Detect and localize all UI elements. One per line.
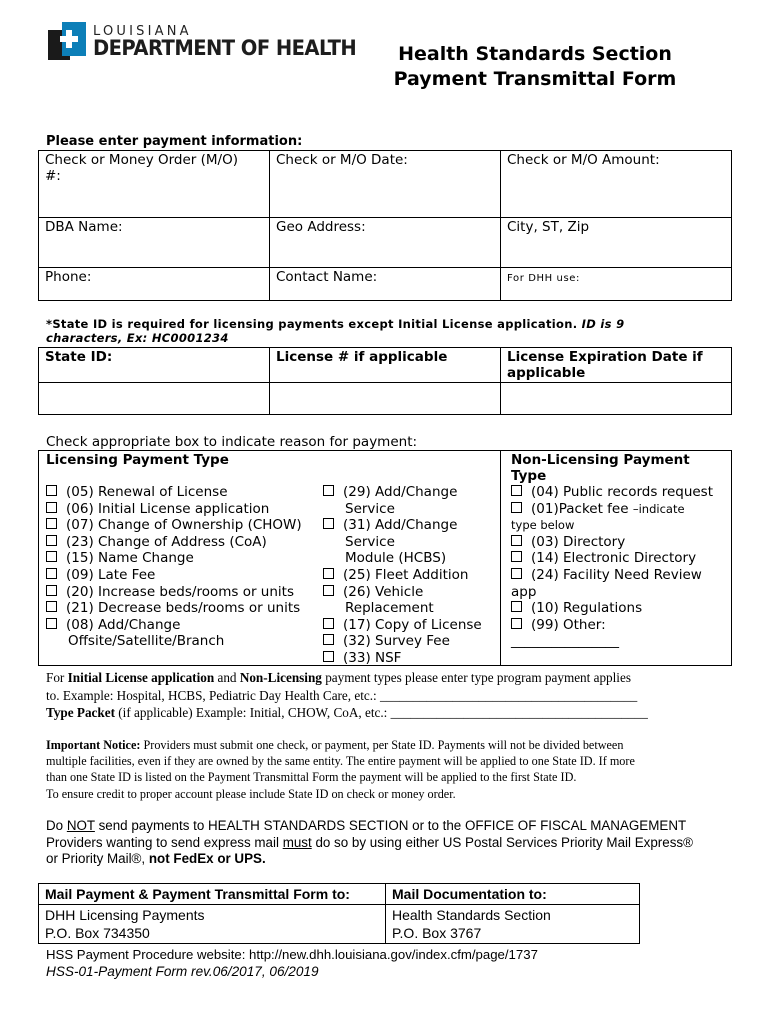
donot-line-2 <box>46 835 736 852</box>
checkbox-icon[interactable] <box>46 551 57 562</box>
contact-label: Contact Name: <box>276 269 378 285</box>
check-amount-cell[interactable] <box>501 151 732 218</box>
checkbox-icon[interactable] <box>323 651 334 662</box>
contact-cell[interactable] <box>270 268 501 301</box>
licensing-col-2 <box>323 484 482 667</box>
dba-cell[interactable] <box>39 218 270 268</box>
license-expiration-input[interactable] <box>501 383 732 415</box>
state-id-header: State ID: <box>39 348 270 383</box>
option-24[interactable] <box>511 567 713 584</box>
option-17[interactable] <box>323 617 482 634</box>
payment-info-heading: Please enter payment information: <box>46 134 303 149</box>
checkbox-icon[interactable] <box>511 601 522 612</box>
text: do so by using either US Postal Services Priority Mail Express® <box>311 834 693 850</box>
option-31-cont: Service <box>345 533 395 550</box>
license-expiration-header <box>501 348 732 383</box>
license-expiration-line-2: applicable <box>507 365 586 381</box>
mail-payment-line-1: DHH Licensing Payments <box>45 907 205 923</box>
page-title <box>375 42 695 92</box>
checkbox-icon[interactable] <box>46 485 57 496</box>
option-14[interactable] <box>511 550 713 567</box>
option-label: (17) Copy of License <box>343 616 482 633</box>
option-label: (24) Facility Need Review <box>531 566 702 583</box>
text: NOT <box>66 818 95 833</box>
payment-info-table <box>38 150 732 301</box>
checkbox-icon[interactable] <box>511 535 522 546</box>
option-08-cont: Offsite/Satellite/Branch <box>68 633 225 650</box>
text: Important Notice: <box>46 738 141 752</box>
text: payment types please enter type program payment applies <box>321 670 631 685</box>
city-label: City, ST, Zip <box>507 219 590 235</box>
checkbox-icon[interactable] <box>511 568 522 579</box>
option-label: (99) Other: <box>531 616 606 633</box>
title-line-1: Health Standards Section <box>398 43 672 65</box>
option-26[interactable] <box>323 584 482 601</box>
do-not-paragraph <box>46 818 736 868</box>
check-number-label: Check or Money Order (M/O) <box>45 152 238 168</box>
text: (if applicable) Example: Initial, CHOW, CoA, etc.: _______________________________________ <box>114 705 648 720</box>
option-32[interactable] <box>323 633 482 650</box>
ldh-logo-icon <box>46 20 90 66</box>
checkbox-icon[interactable] <box>511 485 522 496</box>
option-23[interactable] <box>46 534 302 551</box>
option-label: (07) Change of Ownership (CHOW) <box>66 517 302 534</box>
state-id-input[interactable] <box>39 383 270 415</box>
option-label: (23) Change of Address (CoA) <box>66 533 267 550</box>
option-26-cont: Replacement <box>345 600 434 617</box>
option-01-cont: type below <box>511 518 575 533</box>
option-31-cont-2: Module (HCBS) <box>345 550 447 567</box>
nonlicensing-header <box>511 452 690 484</box>
initial-line-1 <box>46 669 736 687</box>
licensing-header: Licensing Payment Type <box>46 452 229 468</box>
text: not FedEx or UPS. <box>148 851 266 866</box>
option-06[interactable] <box>46 501 302 518</box>
option-05[interactable] <box>46 484 302 501</box>
text: Non-Licensing <box>239 670 322 685</box>
option-09[interactable] <box>46 567 302 584</box>
geo-cell[interactable] <box>270 218 501 268</box>
other-blank[interactable]: ________________ <box>511 633 619 650</box>
option-label: (32) Survey Fee <box>343 633 450 650</box>
phone-label: Phone: <box>45 269 92 285</box>
reason-divider <box>500 450 501 666</box>
reason-instruction: Check appropriate box to indicate reason for payment: <box>46 434 418 450</box>
title-line-2: Payment Transmittal Form <box>393 68 677 90</box>
initial-line-2[interactable]: to. Example: Hospital, HCBS, Pediatric Day Health Care, etc.: _______________________________________ <box>46 687 638 703</box>
mail-documentation-address <box>386 905 640 944</box>
initial-line-3[interactable] <box>46 704 736 722</box>
procedure-website[interactable]: HSS Payment Procedure website: http://new.dhh.louisiana.gov/index.cfm/page/1737 <box>46 947 538 962</box>
nonlicensing-header-line-2: Type <box>511 468 547 484</box>
donot-line-1 <box>46 818 736 835</box>
mail-documentation-line-1: Health Standards Section <box>392 907 551 923</box>
checkbox-icon[interactable] <box>511 618 522 629</box>
option-label: (05) Renewal of License <box>66 484 228 500</box>
option-label: (31) Add/Change <box>343 517 458 534</box>
checkbox-icon[interactable] <box>46 535 57 546</box>
mail-table <box>38 883 640 944</box>
notice-line-1 <box>46 737 736 753</box>
nonlicensing-header-line-1: Non-Licensing Payment <box>511 452 690 468</box>
option-31[interactable] <box>323 517 482 534</box>
notice-line-3: than one State ID is listed on the Payment Transmittal Form the payment will be applied to the first State ID. <box>46 770 577 785</box>
state-id-note <box>46 317 686 345</box>
logo-dept-text: DEPARTMENT OF HEALTH <box>93 36 357 60</box>
text: Providers must submit one check, or payment, per State ID. Payments will not be divided between <box>140 738 624 752</box>
option-label: (25) Fleet Addition <box>343 566 469 583</box>
option-25[interactable] <box>323 567 482 584</box>
checkbox-icon[interactable] <box>511 551 522 562</box>
mail-payment-address <box>39 905 386 944</box>
option-21[interactable] <box>46 600 302 617</box>
mail-payment-header: Mail Payment & Payment Transmittal Form to: <box>39 884 386 905</box>
dba-label: DBA Name: <box>45 219 123 235</box>
option-label: (14) Electronic Directory <box>531 550 697 567</box>
donot-line-3 <box>46 851 736 868</box>
option-label: (29) Add/Change <box>343 484 458 500</box>
checkbox-icon[interactable] <box>46 585 57 596</box>
licensing-col-1 <box>46 484 302 650</box>
option-29[interactable] <box>323 484 482 501</box>
option-label: (09) Late Fee <box>66 566 156 583</box>
option-10[interactable] <box>511 600 713 617</box>
checkbox-icon[interactable] <box>46 568 57 579</box>
option-08[interactable] <box>46 617 302 634</box>
state-id-note-example: ID is 9 characters, Ex: HC0001234 <box>46 317 625 345</box>
initial-license-paragraph <box>46 669 736 722</box>
text: must <box>282 834 312 850</box>
option-label: (10) Regulations <box>531 600 643 617</box>
text: For <box>46 670 68 685</box>
nonlicensing-col <box>511 484 713 650</box>
license-number-header: License # if applicable <box>270 348 501 383</box>
state-id-table <box>38 347 732 415</box>
option-29-cont: Service <box>345 500 395 517</box>
checkbox-icon[interactable] <box>46 601 57 612</box>
check-amount-label: Check or M/O Amount: <box>507 152 660 168</box>
option-label: (03) Directory <box>531 533 626 550</box>
option-label: (15) Name Change <box>66 550 194 567</box>
option-24-cont: app <box>511 583 537 600</box>
option-label: (20) Increase beds/rooms or units <box>66 583 294 600</box>
checkbox-icon[interactable] <box>323 585 334 596</box>
notice-line-2: multiple facilities, even if they are owned by the same entity. The entire payment will be applied to one State ID. If more <box>46 754 635 769</box>
text: Initial License application <box>67 670 215 685</box>
checkbox-icon[interactable] <box>323 634 334 645</box>
option-33[interactable] <box>323 650 482 667</box>
option-01[interactable] <box>511 501 713 518</box>
option-label: (04) Public records request <box>531 484 714 500</box>
option-03[interactable] <box>511 534 713 551</box>
dhh-use-label: For DHH use: <box>507 273 580 284</box>
notice-line-4: To ensure credit to proper account please include State ID on check or money order. <box>46 786 456 801</box>
checkbox-icon[interactable] <box>46 618 57 629</box>
mail-documentation-header: Mail Documentation to: <box>386 884 640 905</box>
text: or Priority Mail®, <box>46 851 149 866</box>
checkbox-icon[interactable] <box>46 518 57 529</box>
option-label: (21) Decrease beds/rooms or units <box>66 600 301 617</box>
checkbox-icon[interactable] <box>323 568 334 579</box>
dhh-use-cell <box>501 268 732 301</box>
checkbox-icon[interactable] <box>323 518 334 529</box>
option-04[interactable] <box>511 484 713 501</box>
checkbox-icon[interactable] <box>323 485 334 496</box>
license-expiration-line-1: License Expiration Date if <box>507 349 703 365</box>
logo-state-text: LOUISIANA <box>93 24 192 39</box>
mail-documentation-line-2: P.O. Box 3767 <box>392 925 482 941</box>
option-note: –indicate <box>632 501 685 516</box>
text: send payments to HEALTH STANDARDS SECTION or to the OFFICE OF FISCAL MANAGEMENT <box>94 818 687 833</box>
text: Type Packet <box>46 705 115 720</box>
license-number-input[interactable] <box>270 383 501 415</box>
option-label: (26) Vehicle <box>343 583 424 600</box>
checkbox-icon[interactable] <box>323 618 334 629</box>
checkbox-icon[interactable] <box>46 502 57 513</box>
option-label: (01)Packet fee <box>531 500 629 517</box>
check-number-cell[interactable] <box>39 151 270 218</box>
option-label: (08) Add/Change <box>66 616 181 633</box>
option-07[interactable] <box>46 517 302 534</box>
option-15[interactable] <box>46 550 302 567</box>
check-date-label: Check or M/O Date: <box>276 152 408 168</box>
option-label: (33) NSF <box>343 649 402 666</box>
checkbox-icon[interactable] <box>511 502 522 513</box>
option-label: (06) Initial License application <box>66 500 270 517</box>
phone-cell[interactable] <box>39 268 270 301</box>
check-date-cell[interactable] <box>270 151 501 218</box>
option-20[interactable] <box>46 584 302 601</box>
mail-payment-line-2: P.O. Box 734350 <box>45 925 150 941</box>
check-number-label-2: #: <box>45 168 61 184</box>
text: Do <box>46 818 67 833</box>
option-99[interactable] <box>511 617 713 634</box>
state-id-note-text: *State ID is required for licensing payments except Initial License application. <box>46 317 578 331</box>
text: and <box>214 670 240 685</box>
form-revision: HSS-01-Payment Form rev.06/2017, 06/2019 <box>46 964 319 979</box>
important-notice <box>46 737 736 802</box>
text: Providers wanting to send express mail <box>46 834 283 850</box>
geo-label: Geo Address: <box>276 219 366 235</box>
city-cell[interactable] <box>501 218 732 268</box>
